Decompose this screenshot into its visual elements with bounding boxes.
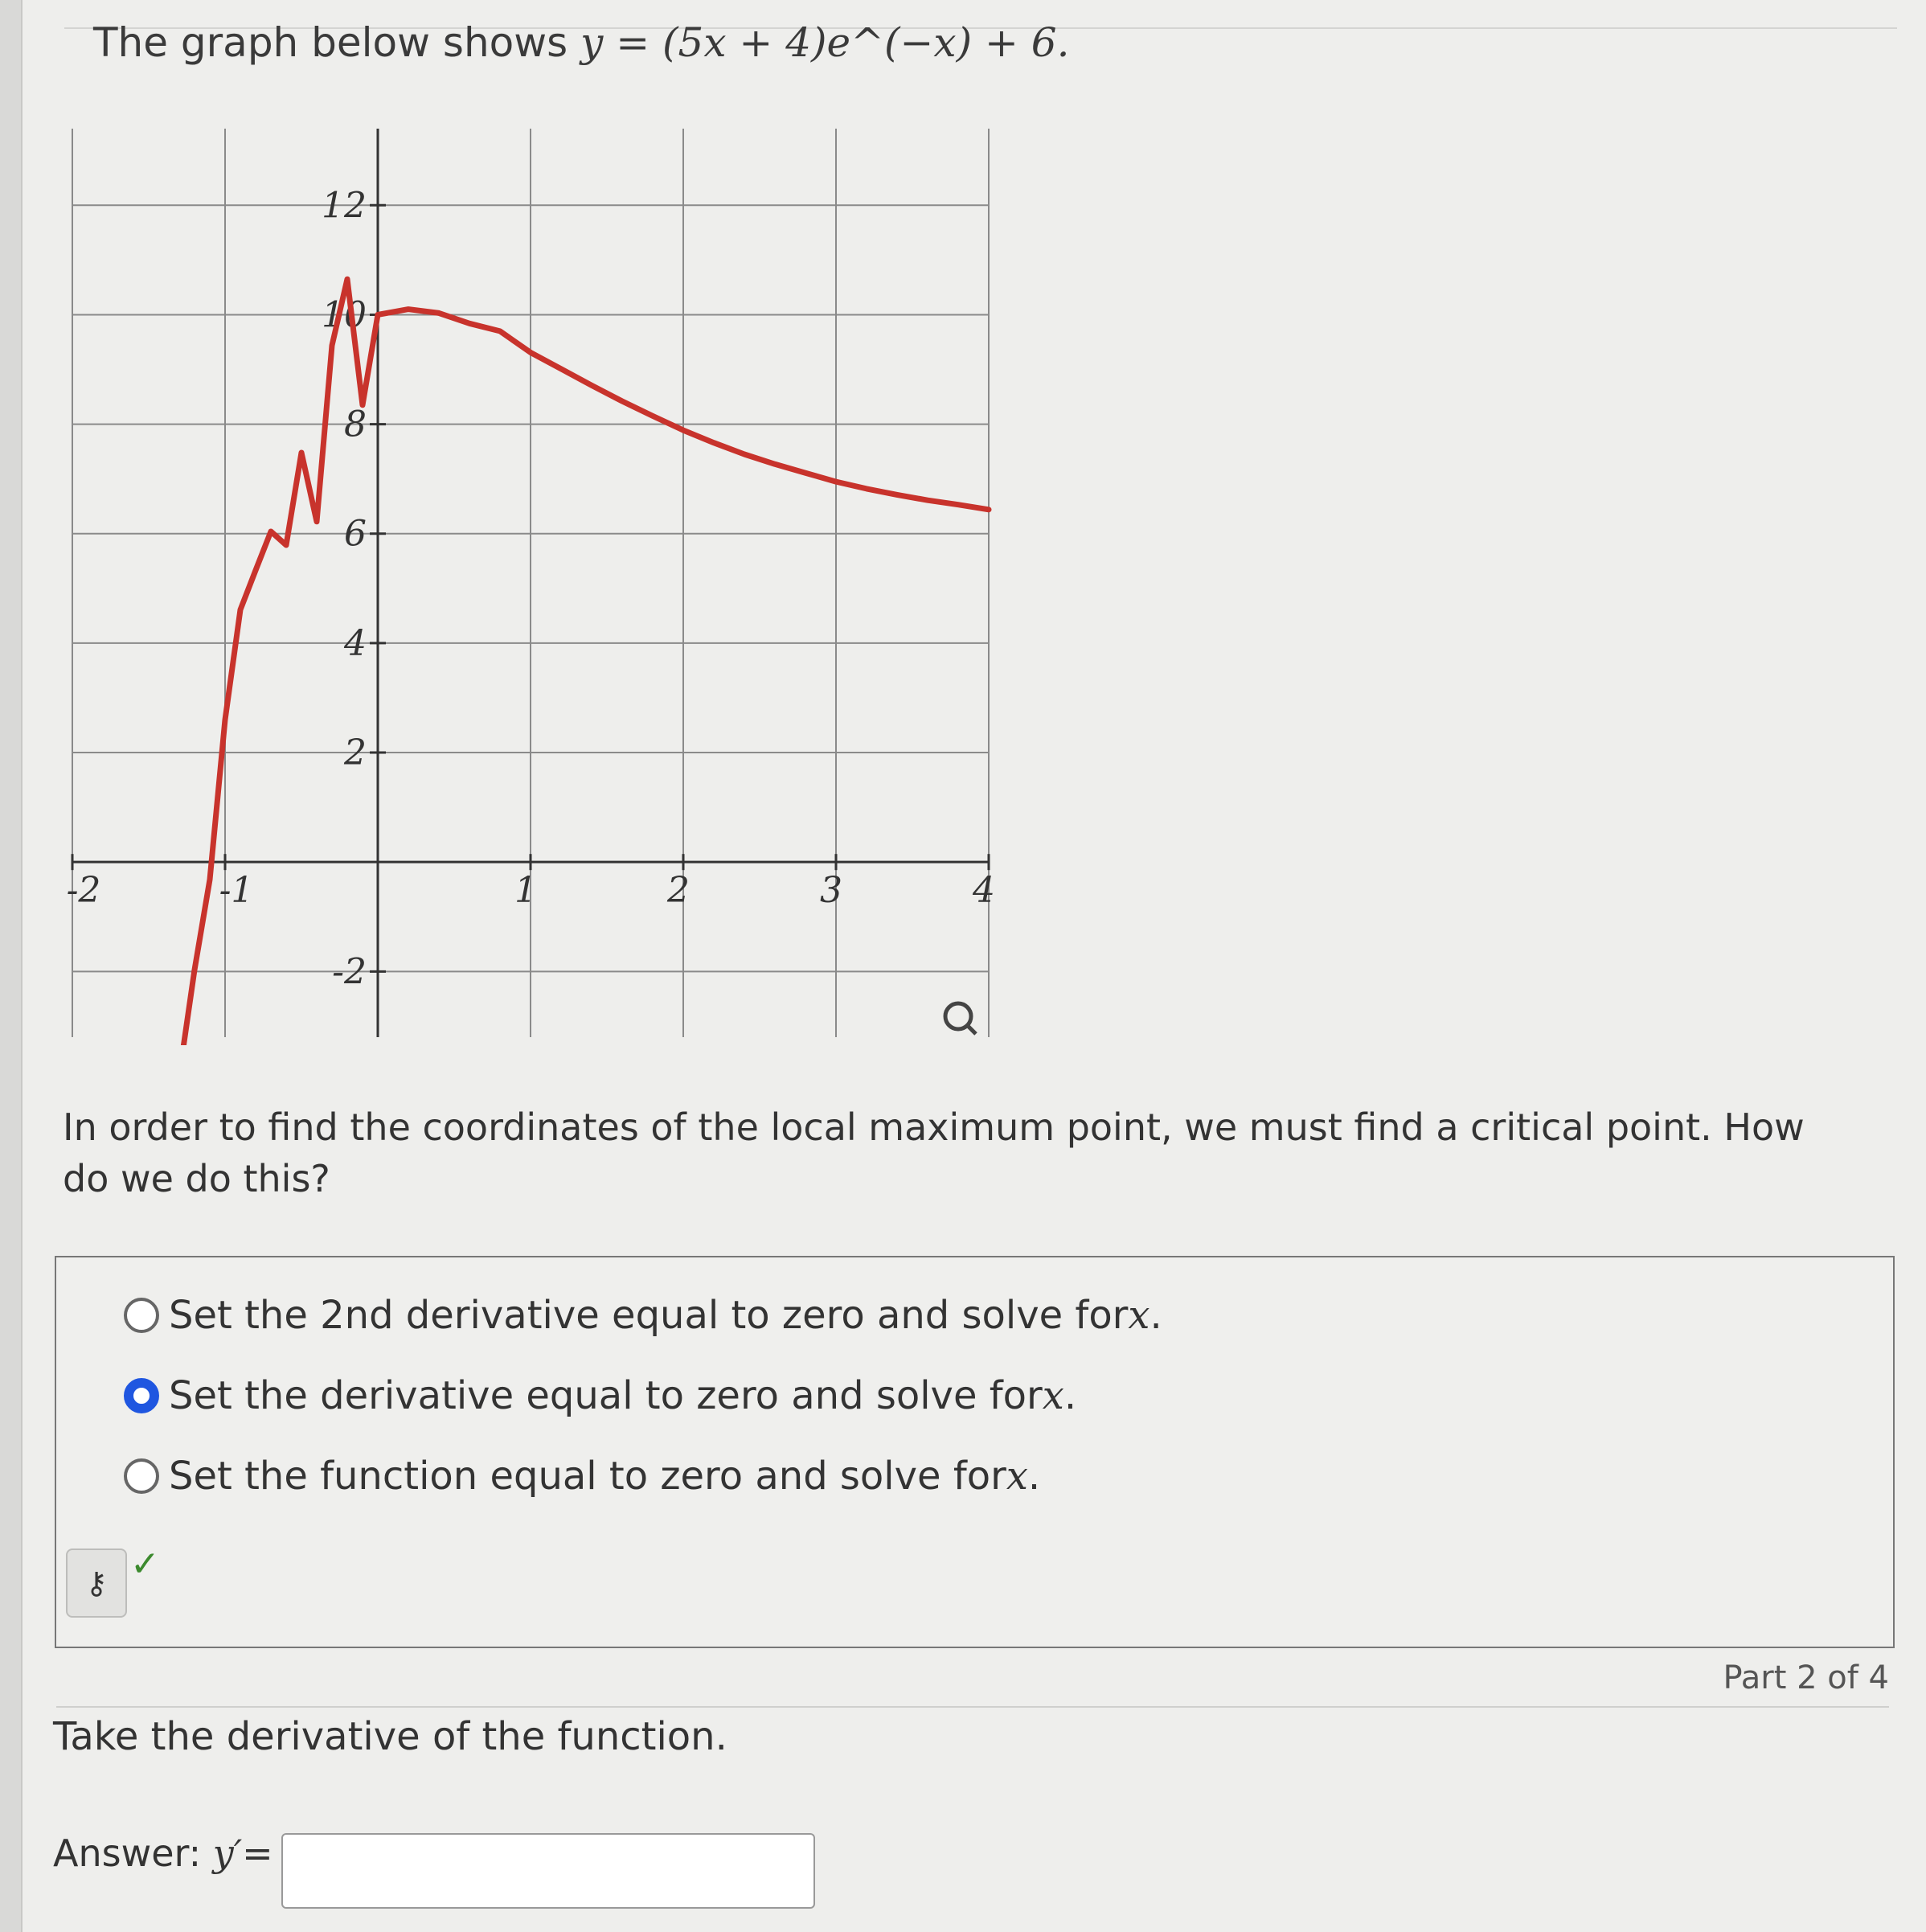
choice-function[interactable] bbox=[124, 1450, 1040, 1502]
curve bbox=[152, 279, 989, 1045]
answer-choices bbox=[55, 1256, 1895, 1648]
part-label: Part 2 of 4 bbox=[1723, 1659, 1889, 1696]
part-divider bbox=[56, 1706, 1889, 1708]
x-tick-label: 2 bbox=[667, 870, 690, 912]
choice-variable: x bbox=[1006, 1454, 1028, 1499]
y-tick-label: 8 bbox=[344, 404, 367, 445]
choice-second-derivative[interactable] bbox=[124, 1290, 1162, 1341]
function-curve bbox=[152, 279, 989, 1045]
choice-period: . bbox=[1149, 1293, 1162, 1338]
x-tick-label: 1 bbox=[514, 870, 537, 912]
choice-variable: x bbox=[1042, 1373, 1064, 1418]
radio-button[interactable] bbox=[124, 1458, 159, 1494]
answer-label bbox=[53, 1832, 273, 1875]
y-tick-label: 12 bbox=[322, 185, 367, 227]
prompt-equation: y = (5x + 4)e^(−x) + 6. bbox=[580, 19, 1070, 66]
y-tick-label: 10 bbox=[322, 294, 367, 336]
x-tick-label: 3 bbox=[820, 870, 842, 912]
choice-label: Set the 2nd derivative equal to zero and solve for bbox=[169, 1293, 1129, 1338]
prompt-text: The graph below shows bbox=[93, 19, 581, 66]
key-icon: ⚷ bbox=[85, 1565, 108, 1601]
choice-label: Set the function equal to zero and solve for bbox=[169, 1454, 1006, 1499]
choice-variable: x bbox=[1128, 1293, 1150, 1338]
choice-label: Set the derivative equal to zero and solve for bbox=[169, 1373, 1043, 1418]
x-tick-label: -1 bbox=[219, 870, 254, 912]
question-prompt bbox=[93, 19, 1070, 66]
answer-input[interactable] bbox=[281, 1833, 815, 1909]
key-button[interactable] bbox=[66, 1548, 127, 1618]
y-tick-label: 6 bbox=[344, 513, 367, 555]
choice-derivative[interactable] bbox=[124, 1370, 1076, 1421]
radio-button[interactable] bbox=[124, 1298, 159, 1333]
choice-period: . bbox=[1027, 1454, 1041, 1499]
y-tick-label: -2 bbox=[332, 951, 367, 993]
answer-prefix: Answer: bbox=[53, 1832, 213, 1875]
y-tick-label: 4 bbox=[344, 622, 367, 664]
choice-period: . bbox=[1063, 1373, 1077, 1418]
question-text: In order to find the coordinates of the local maximum point, we must find a critical point. How do we do this? bbox=[63, 1105, 1805, 1200]
x-tick-label: 4 bbox=[973, 870, 995, 912]
instruction-text: Take the derivative of the function. bbox=[53, 1714, 727, 1759]
function-graph bbox=[64, 121, 997, 1045]
radio-button-selected[interactable] bbox=[124, 1378, 159, 1413]
y-tick-label: 2 bbox=[344, 732, 367, 774]
answer-equals: = bbox=[242, 1832, 273, 1875]
x-tick-label: -2 bbox=[66, 870, 101, 912]
zoom-icon[interactable] bbox=[945, 1003, 976, 1034]
page-left-edge bbox=[0, 0, 23, 1932]
check-icon: ✓ bbox=[130, 1544, 160, 1585]
answer-variable: y′ bbox=[212, 1832, 243, 1875]
